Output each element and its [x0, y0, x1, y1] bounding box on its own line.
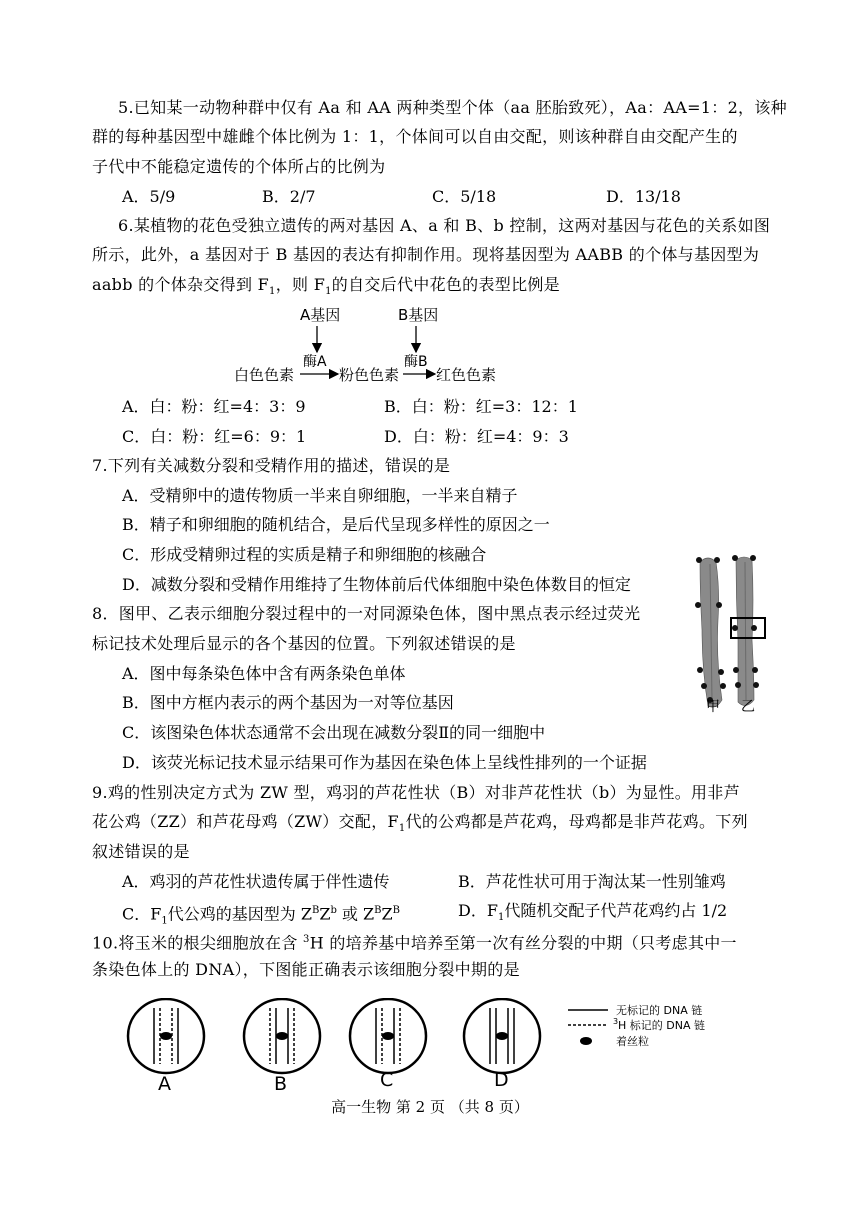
q5-option-d: D．13/18: [606, 187, 681, 206]
legend-unlabeled: 无标记的 DNA 链: [616, 1004, 703, 1017]
q7-option-d: D．减数分裂和受精作用维持了生物体前后代体细胞中染色体数目的恒定: [122, 575, 631, 594]
q8-option-a: A．图中每条染色体中含有两条染色单体: [122, 664, 406, 683]
cell-c-label: C: [380, 1069, 394, 1091]
enzyme-a-label: 酶A: [303, 354, 327, 370]
q10-line1: 10.将玉米的根尖细胞放在含 $^3$H 的培养基中培养至第一次有丝分裂的中期（只考虑其中一: [92, 933, 737, 953]
legend-labeled: H 标记的 DNA 链: [618, 1019, 705, 1032]
enzyme-b-label: 酶B: [404, 354, 428, 370]
white-pigment-label: 白色色素: [234, 366, 295, 384]
q7-option-b: B．精子和卵细胞的随机结合，是后代呈现多样性的原因之一: [122, 515, 550, 534]
cell-a-label: A: [158, 1073, 171, 1094]
q9-option-a: A．鸡羽的芦花性状遗传属于伴性遗传: [122, 872, 390, 891]
q6-line3: aabb 的个体杂交得到 $F_1$，则 $F_1$的自交后代中花色的表型比例是: [92, 275, 560, 298]
q6-option-a: A．白：粉：红=4：3：9: [122, 397, 306, 416]
q5-option-b: B．2/7: [262, 187, 316, 206]
cell-a: [128, 999, 204, 1073]
cell-d-label: D: [494, 1069, 509, 1091]
q5-line3: 子代中不能稳定遗传的个体所占的比例为: [92, 157, 386, 176]
q8-option-c: C．该图染色体状态通常不会出现在减数分裂Ⅱ的同一细胞中: [122, 723, 546, 742]
q7-stem: 7.下列有关减数分裂和受精作用的描述，错误的是: [92, 456, 451, 475]
cell-b-label: B: [274, 1073, 288, 1094]
q7-option-a: A．受精卵中的遗传物质一半来自卵细胞，一半来自精子: [122, 486, 518, 505]
q9-line1: 9.鸡的性别决定方式为 ZW 型，鸡羽的芦花性状（B）对非芦花性状（b）为显性。用非芦: [92, 783, 740, 802]
q5-line2: 群的每种基因型中雄雌个体比例为 1：1，个体间可以自由交配，则该种群自由交配产生的: [92, 127, 738, 146]
page-footer: 高一生物 第 2 页 （共 8 页）: [331, 1098, 529, 1116]
q9-line3: 叙述错误的是: [92, 842, 190, 861]
gene-a-label: A基因: [300, 306, 341, 324]
cell-c: [350, 999, 426, 1073]
q10-line2: 条染色体上的 DNA），下图能正确表示该细胞分裂中期的是: [92, 960, 520, 979]
q6-line1: 6.某植物的花色受独立遗传的两对基因 A、a 和 B、b 控制，这两对基因与花色的关系如图: [118, 216, 771, 235]
pigment-pathway-diagram: [220, 300, 530, 395]
q9-option-b: B．芦花性状可用于淘汰某一性别雏鸡: [458, 872, 726, 891]
q8-line2: 标记技术处理后显示的各个基因的位置。下列叙述错误的是: [92, 634, 516, 653]
q7-option-c: C．形成受精卵过程的实质是精子和卵细胞的核融合: [122, 545, 487, 564]
q8-option-d: D．该荧光标记技术显示结果可作为基因在染色体上呈线性排列的一个证据: [122, 753, 647, 772]
label-jia: 甲: [706, 699, 720, 715]
cell-options-figure: [120, 998, 740, 1094]
legend-centromere-dot: [580, 1037, 592, 1045]
q6-line2: 所示，此外，a 基因对于 B 基因的表达有抑制作用。现将基因型为 AABB 的个体与基因型为: [92, 245, 760, 264]
q5-option-a: A．5/9: [122, 187, 176, 206]
chromosome-figure: [688, 550, 788, 720]
q6-option-c: C．白：粉：红=6：9：1: [122, 427, 307, 446]
q5-line1: 5.已知某一动物种群中仅有 Aa 和 AA 两种类型个体（aa 胚胎致死），Aa：AA=1：2，该种: [118, 98, 787, 117]
q9-line2: 花公鸡（ZZ）和芦花母鸡（ZW）交配，$F_1$代的公鸡都是芦花鸡，母鸡都是非芦花鸡。下列: [92, 812, 748, 835]
gene-b-label: B基因: [398, 306, 439, 324]
pink-pigment-label: 粉色色素: [339, 366, 400, 384]
cell-d: [464, 999, 540, 1073]
q8-line1: 8．图甲、乙表示细胞分裂过程中的一对同源染色体，图中黑点表示经过荧光: [92, 604, 641, 623]
q9-option-c: C．$F_1$代公鸡的基因型为 $Z^BZ^b$ 或 $Z^BZ^B$: [122, 904, 400, 927]
label-yi: 乙: [741, 699, 755, 715]
legend-centromere: 着丝粒: [616, 1035, 649, 1048]
cell-b: [244, 999, 320, 1073]
q9-option-d: D．$F_1$代随机交配子代芦花鸡约占 1/2: [458, 901, 728, 924]
red-pigment-label: 红色色素: [436, 366, 497, 384]
q6-option-b: B．白：粉：红=3：12：1: [384, 397, 578, 416]
legend-sup3: 3: [613, 1017, 619, 1026]
q8-option-b: B．图中方框内表示的两个基因为一对等位基因: [122, 693, 454, 712]
q6-option-d: D．白：粉：红=4：9：3: [384, 427, 569, 446]
q5-option-c: C．5/18: [432, 187, 497, 206]
